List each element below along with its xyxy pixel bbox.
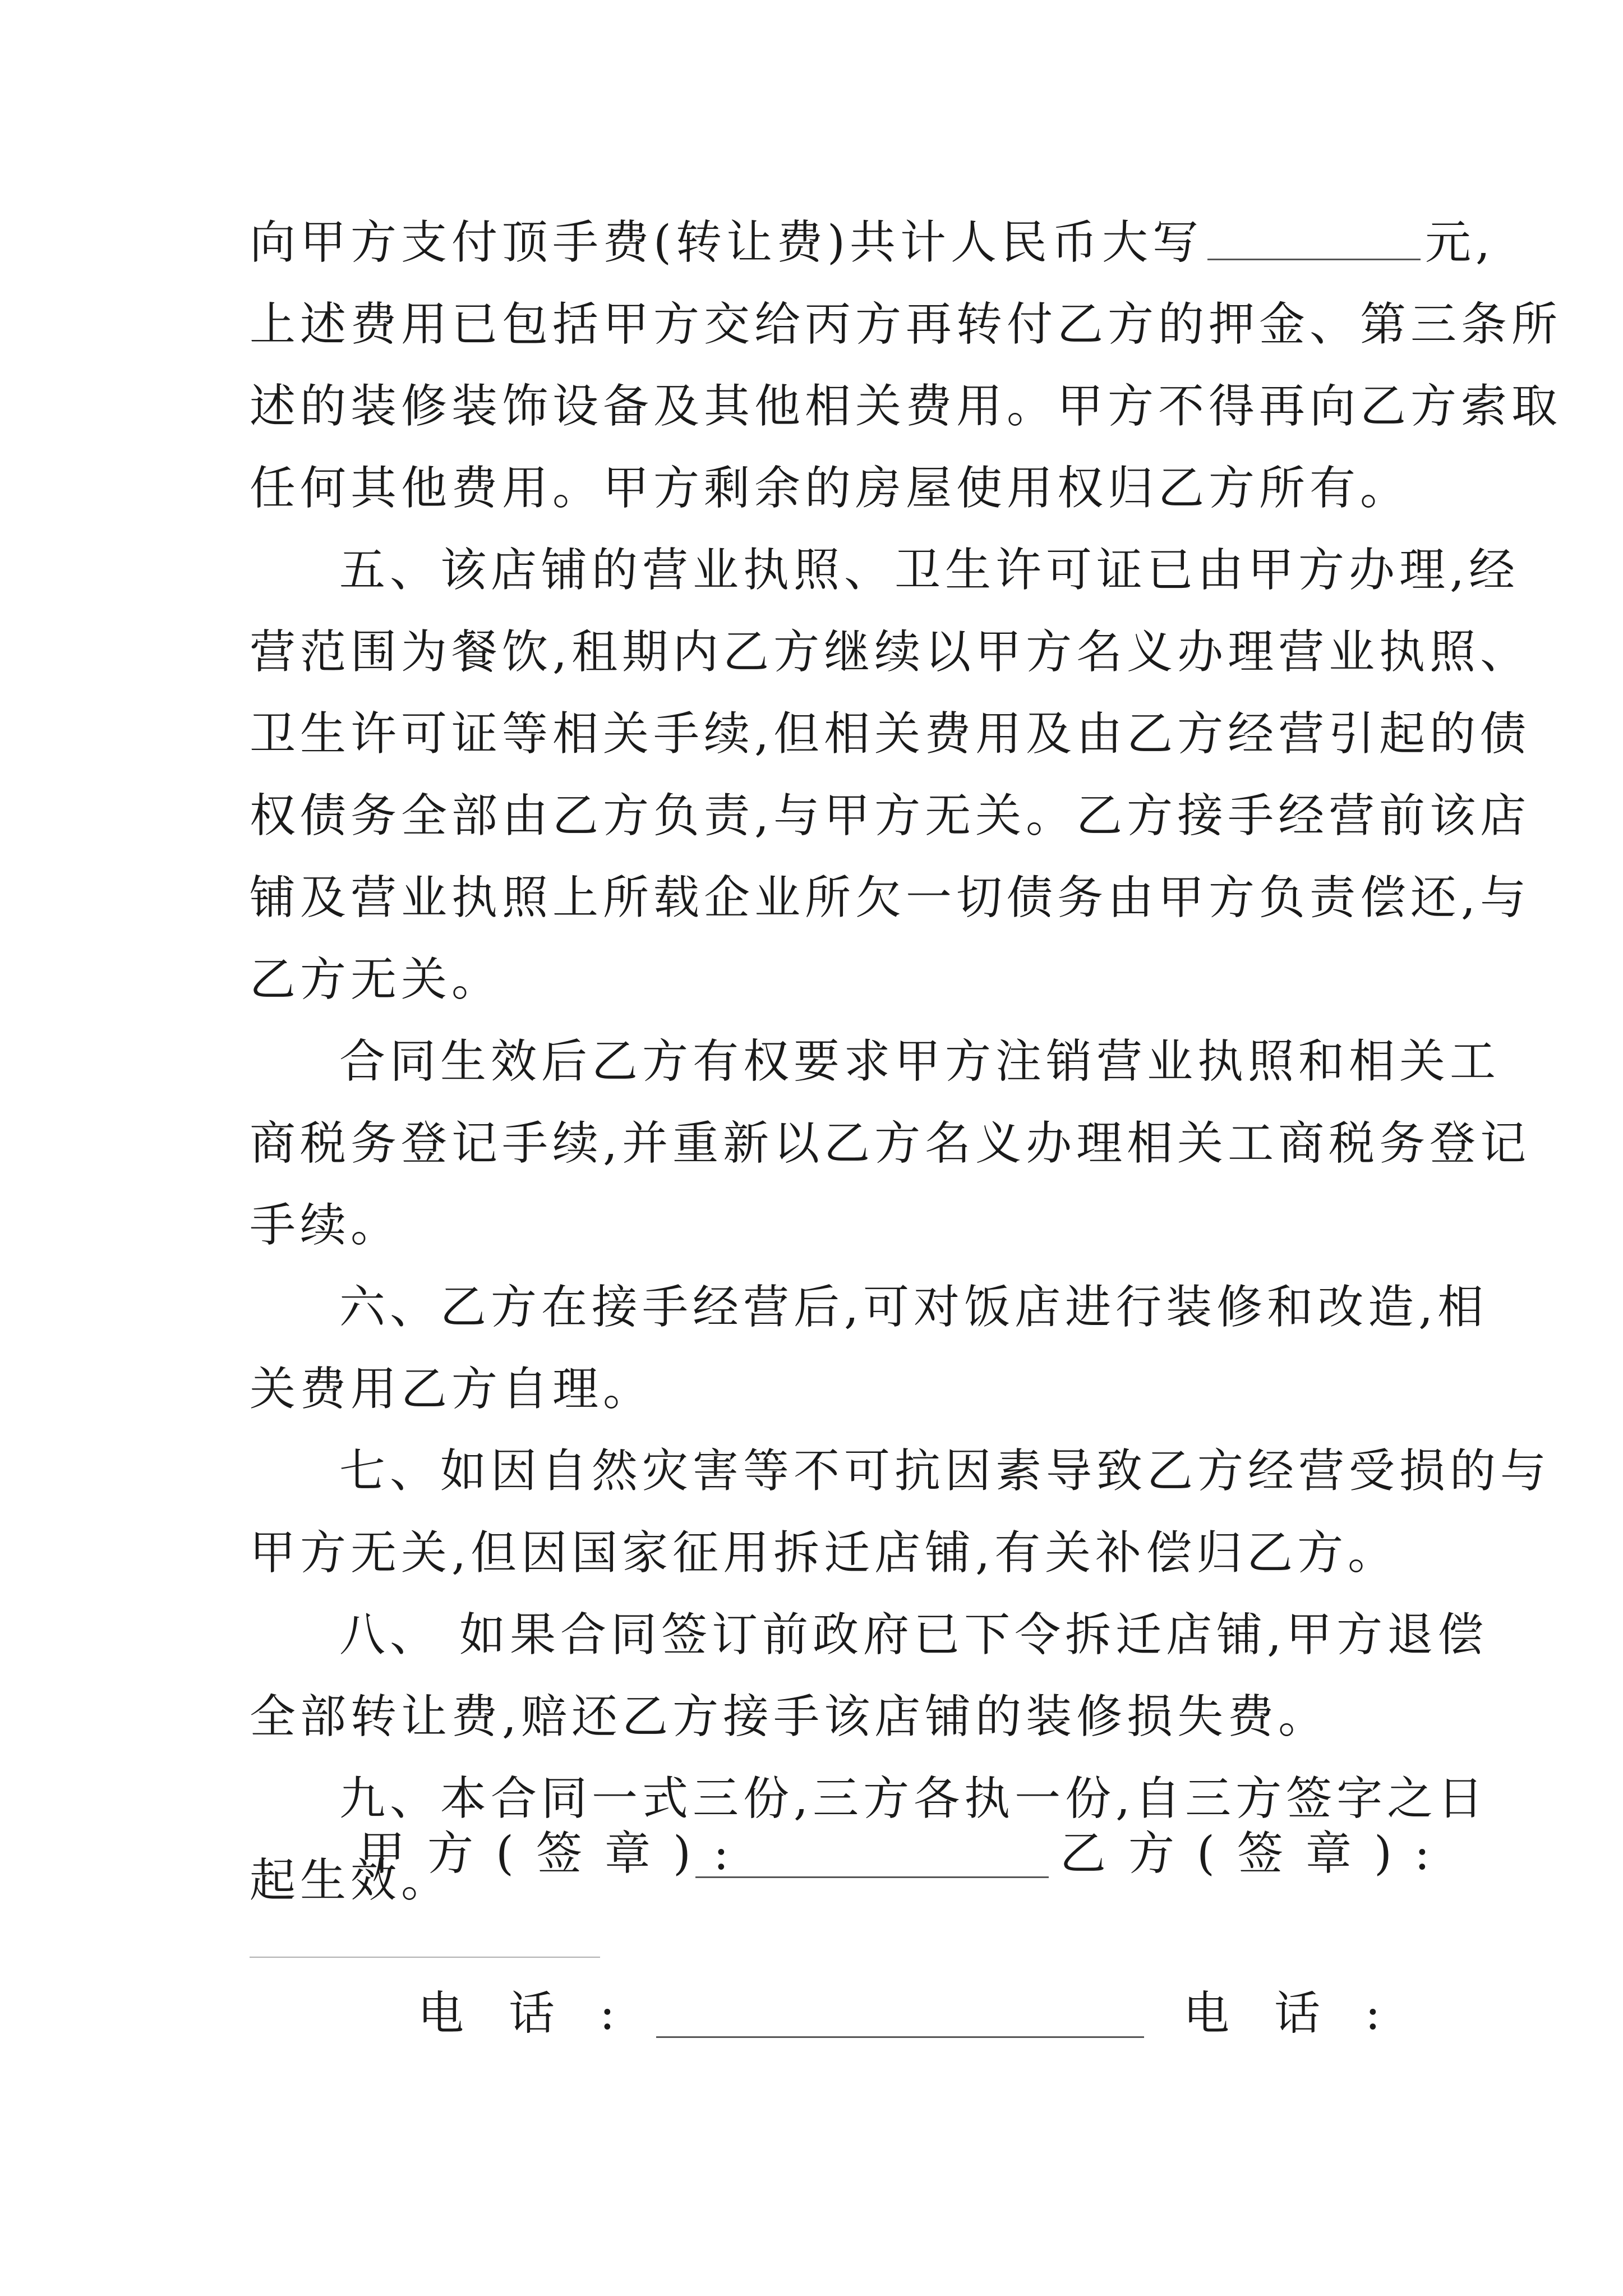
- clause-five-line: 五、该店铺的营业执照、卫生许可证已由甲方办理,经: [339, 544, 1520, 597]
- text-line: 全部转让费,赔还乙方接手该店铺的装修损失费。: [250, 1690, 1329, 1743]
- text-line: 上述费用已包括甲方交给丙方再转付乙方的押金、第三条所: [250, 298, 1562, 351]
- separator-line: [250, 1957, 600, 1958]
- contract-body: [250, 202, 1562, 1922]
- text-line: 任何其他费用。甲方剩余的房屋使用权归乙方所有。: [250, 462, 1411, 515]
- text-line: 权债务全部由乙方负责,与甲方无关。乙方接手经营前该店: [250, 789, 1531, 843]
- currency-unit: 元,: [1424, 216, 1495, 269]
- text-line: 卫生许可证等相关手续,但相关费用及由乙方经营引起的债: [250, 707, 1531, 761]
- amount-blank-field[interactable]: [1207, 219, 1421, 260]
- text-line: 铺及营业执照上所载企业所欠一切债务由甲方负责偿还,与: [250, 871, 1531, 924]
- clause-nine-line: 九、本合同一式三份,三方各执一份,自三方签字之日: [339, 1772, 1488, 1825]
- transfer-fee-text: 向甲方支付顶手费(转让费)共计人民币大写: [250, 216, 1203, 269]
- text-line: 营范围为餐饮,租期内乙方继续以甲方名义办理营业执照、: [250, 625, 1531, 679]
- text-line: 起生效。: [250, 1854, 452, 1907]
- text-line: 述的装修装饰设备及其他相关费用。甲方不得再向乙方索取: [250, 380, 1562, 433]
- party-b-phone-label: 电话:: [1183, 1987, 1426, 2040]
- text-line: 手续。: [250, 1199, 402, 1252]
- party-b-signature-label: 乙方(签章):: [1060, 1827, 1453, 1880]
- party-a-phone-label: 电话:: [418, 1987, 660, 2040]
- text-line: 商税务登记手续,并重新以乙方名义办理相关工商税务登记: [250, 1117, 1531, 1170]
- party-a-signature-field[interactable]: [695, 1876, 1049, 1878]
- effectiveness-line: 合同生效后乙方有权要求甲方注销营业执照和相关工: [339, 1035, 1501, 1088]
- clause-six-line: 六、乙方在接手经营后,可对饭店进行装修和改造,相: [339, 1281, 1488, 1334]
- clause-eight-line: 八、 如果合同签订前政府已下令拆迁店铺,甲方退偿: [339, 1608, 1488, 1662]
- text-line: 甲方无关,但因国家征用拆迁店铺,有关补偿归乙方。: [250, 1526, 1399, 1580]
- text-line: 乙方无关。: [250, 953, 502, 1006]
- text-line: 关费用乙方自理。: [250, 1363, 654, 1416]
- text-line: [250, 202, 1495, 284]
- clause-seven-line: 七、如因自然灾害等不可抗因素导致乙方经营受损的与: [339, 1444, 1551, 1498]
- party-a-signature-label: 甲方(签章):: [359, 1827, 751, 1880]
- party-a-phone-field[interactable]: [656, 2036, 1144, 2038]
